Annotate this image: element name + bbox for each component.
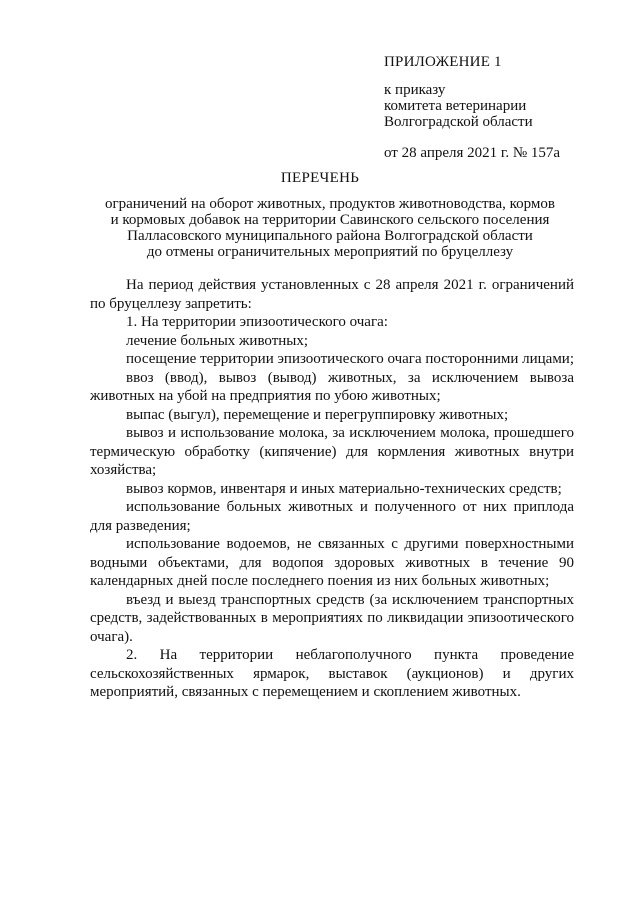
list-item: въезд и выезд транспортных средств (за исключением транспортных средств, задействованных в мероприятиях по ликвидации эпизоотического очага).: [90, 591, 574, 645]
document-body: [90, 276, 574, 702]
section-heading: 1. На территории эпизоотического очага:: [126, 314, 388, 330]
list-item: использование водоемов, не связанных с другими поверхностными водными объектами, для водопоя здоровых животных в течение 90 календарных дней после последнего поения из них больных животных;: [90, 536, 574, 589]
list-title: ПЕРЕЧЕНЬ: [280, 170, 360, 186]
subtitle-line: Палласовского муниципального района Волгоградской области: [127, 228, 533, 244]
list-item: ввоз (ввод), вывоз (вывод) животных, за исключением вывоза животных на убой на предприятия по убою животных;: [90, 369, 574, 404]
appendix-date-line: от 28 апреля 2021 г. № 157а: [384, 145, 561, 161]
list-subtitle: [80, 196, 580, 260]
intro-paragraph: На период действия установленных с 28 апреля 2021 г. ограничений по бруцеллезу запретить:: [90, 277, 574, 312]
list-item: вывоз кормов, инвентаря и иных материально-технических средств;: [126, 480, 562, 497]
appendix-committee-line: комитета ветеринарии: [384, 98, 527, 114]
appendix-region-line: Волгоградской области: [384, 114, 533, 130]
list-item: лечение больных животных;: [126, 332, 309, 349]
subtitle-line: до отмены ограничительных мероприятий по бруцеллезу: [146, 244, 514, 260]
list-item: вывоз и использование молока, за исключением молока, прошедшего термическую обработку (кипячение) для кормления животных внутри хозяйства;: [90, 425, 574, 478]
appendix-title: ПРИЛОЖЕНИЕ 1: [384, 54, 502, 70]
list-item: выпас (выгул), перемещение и перегруппировку животных;: [126, 406, 509, 423]
appendix-block: [384, 54, 614, 161]
section-paragraph: 2. На территории неблагополучного пункта проведение сельскохозяйственных ярмарок, выставок (аукционов) и других мероприятий, связанных с перемещением и скоплением животных.: [90, 647, 574, 700]
list-item: использование больных животных и полученного от них приплода для разведения;: [90, 499, 574, 534]
subtitle-line: и кормовых добавок на территории Савинского сельского поселения: [110, 212, 550, 228]
subtitle-line: ограничений на оборот животных, продуктов животноводства, кормов: [105, 196, 555, 212]
appendix-order-line: к приказу: [384, 82, 446, 98]
list-item: посещение территории эпизоотического очага посторонними лицами;: [126, 351, 575, 367]
